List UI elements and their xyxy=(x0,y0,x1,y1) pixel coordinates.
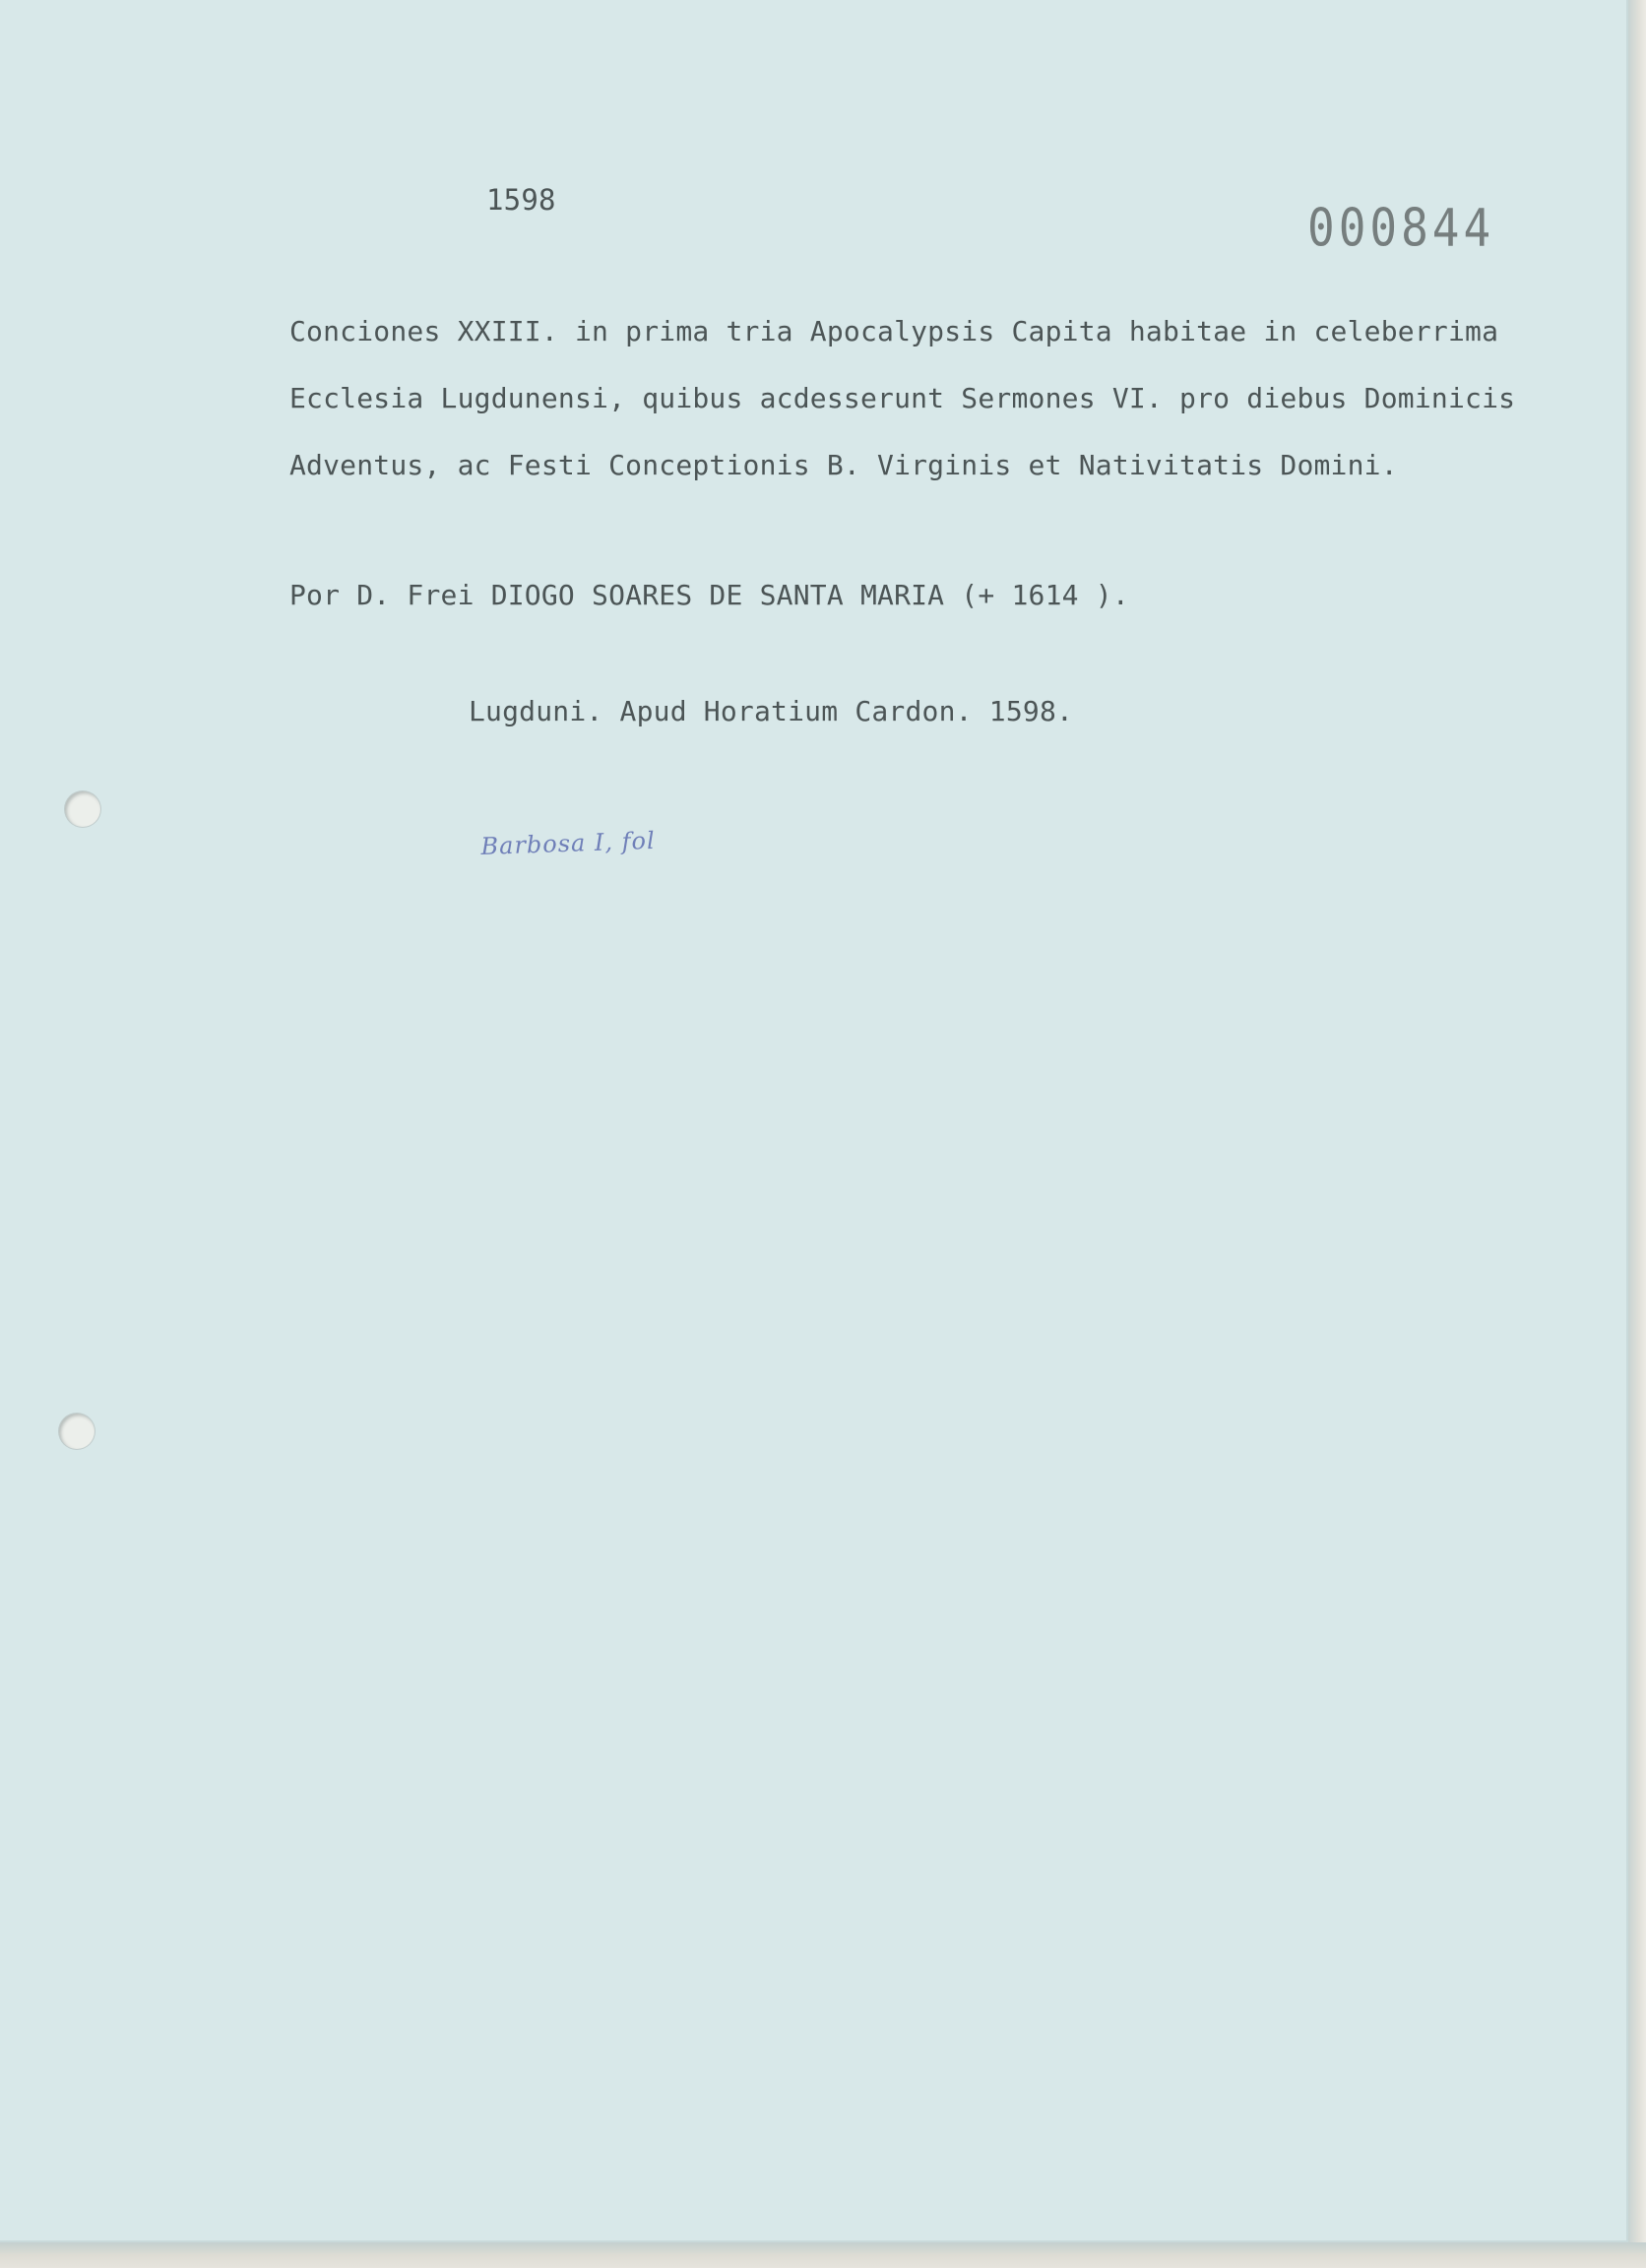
author-line: Por D. Frei DIOGO SOARES DE SANTA MARIA (+ 1614 ). xyxy=(289,579,1129,611)
punch-hole xyxy=(65,791,100,827)
scan-edge-bottom xyxy=(0,2242,1646,2268)
card-year: 1598 xyxy=(486,183,556,217)
title-line: Adventus, ac Festi Conceptionis B. Virginis et Nativitatis Domini. xyxy=(289,449,1398,481)
handwritten-note: Barbosa I, fol xyxy=(480,826,657,860)
punch-hole xyxy=(59,1414,95,1449)
title-line: Conciones XXIII. in prima tria Apocalypsis Capita habitae in celeberrima xyxy=(289,315,1499,347)
title-line: Ecclesia Lugdunensi, quibus acdesserunt Sermones VI. pro diebus Dominicis xyxy=(289,382,1516,414)
imprint-line: Lugduni. Apud Horatium Cardon. 1598. xyxy=(469,695,1074,727)
scan-edge-right xyxy=(1628,0,1646,2268)
catalog-number-stamp: 000844 xyxy=(1307,197,1495,259)
